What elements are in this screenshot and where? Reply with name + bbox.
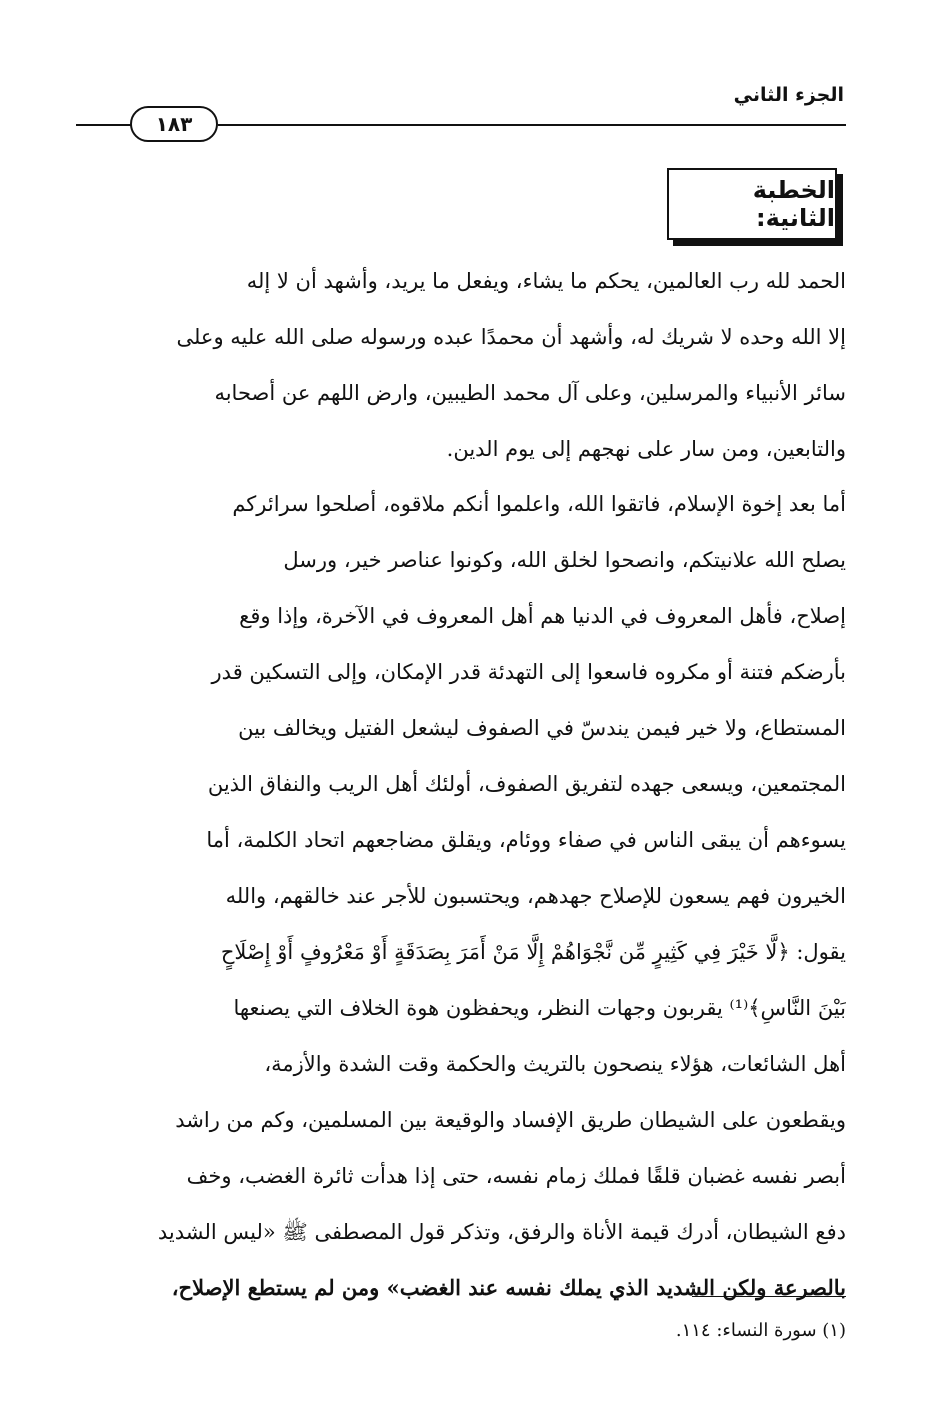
text-line: إلا الله وحده لا شريك له، وأشهد أن محمدًا عبده ورسوله صلى الله عليه وعلى <box>176 325 846 349</box>
text-line: يسوءهم أن يبقى الناس في صفاء ووئام، ويقلق مضاجعهم اتحاد الكلمة، أما <box>206 828 846 852</box>
opening-paragraph <box>78 253 846 477</box>
section-title: الخطبة الثانية: <box>667 168 837 240</box>
text-line: المجتمعين، ويسعى جهده لتفريق الصفوف، أولئك أهل الريب والنفاق الذين <box>207 772 846 796</box>
text-line: الحمد لله رب العالمين، يحكم ما يشاء، ويفعل ما يريد، وأشهد أن لا إله <box>246 269 846 293</box>
text-line: والتابعين، ومن سار على نهجهم إلى يوم الدين. <box>446 437 846 461</box>
running-header-title: الجزء الثاني <box>733 84 844 106</box>
text-line: الخيرون فهم يسعون للإصلاح جهدهم، ويحتسبون للأجر عند خالقهم، والله <box>225 884 846 908</box>
text-line: بأرضكم فتنة أو مكروه فاسعوا إلى التهدئة قدر الإمكان، وإلى التسكين قدر <box>211 660 846 684</box>
header-rule-left <box>76 124 132 126</box>
text-line: ويقطعون على الشيطان طريق الإفساد والوقيعة بين المسلمين، وكم من راشد <box>175 1108 846 1132</box>
sermon-body-paragraph <box>78 476 846 1316</box>
text-line: المستطاع، ولا خير فيمن يندسّ في الصفوف ليشعل الفتيل ويخالف بين <box>238 716 846 740</box>
page-number: ١٨٣ <box>130 106 218 142</box>
text-line: سائر الأنبياء والمرسلين، وعلى آل محمد الطيبين، وارض اللهم عن أصحابه <box>214 381 846 405</box>
quran-verse-line: يقول: ﴿لَّا خَيْرَ فِي كَثِيرٍ مِّن نَّجْوَاهُمْ إِلَّا مَنْ أَمَرَ بِصَدَقَةٍ أَوْ مَعْرُوفٍ أَوْ إِصْلَاحٍ <box>220 940 846 964</box>
footnote: (١) سورة النساء: ١١٤. <box>675 1320 846 1341</box>
text-line: إصلاح، فأهل المعروف في الدنيا هم أهل المعروف في الآخرة، وإذا وقع <box>239 604 846 628</box>
header-rule <box>218 124 846 126</box>
text-line: أما بعد إخوة الإسلام، فاتقوا الله، واعلموا أنكم ملاقوه، أصلحوا سرائركم <box>232 492 846 516</box>
hadith-line: بالصرعة ولكن الشديد الذي يملك نفسه عند الغضب» ومن لم يستطع الإصلاح، <box>171 1275 846 1300</box>
text-line: دفع الشيطان، أدرك قيمة الأناة والرفق، وتذكر قول المصطفى ﷺ «ليس الشديد <box>157 1220 846 1244</box>
text-line: يصلح الله علانيتكم، وانصحوا لخلق الله، وكونوا عناصر خير، ورسل <box>283 548 846 572</box>
quran-verse-line: بَيْنَ النَّاسِ﴾⁽¹⁾ يقربون وجهات النظر، ويحفظون هوة الخلاف التي يصنعها <box>233 996 846 1020</box>
footnote-separator <box>692 1296 846 1297</box>
text-line: أهل الشائعات، هؤلاء ينصحون بالتريث والحكمة وقت الشدة والأزمة، <box>264 1052 846 1076</box>
text-line: أبصر نفسه غضبان قلقًا فملك زمام نفسه، حتى إذا هدأت ثائرة الغضب، وخف <box>186 1164 846 1188</box>
